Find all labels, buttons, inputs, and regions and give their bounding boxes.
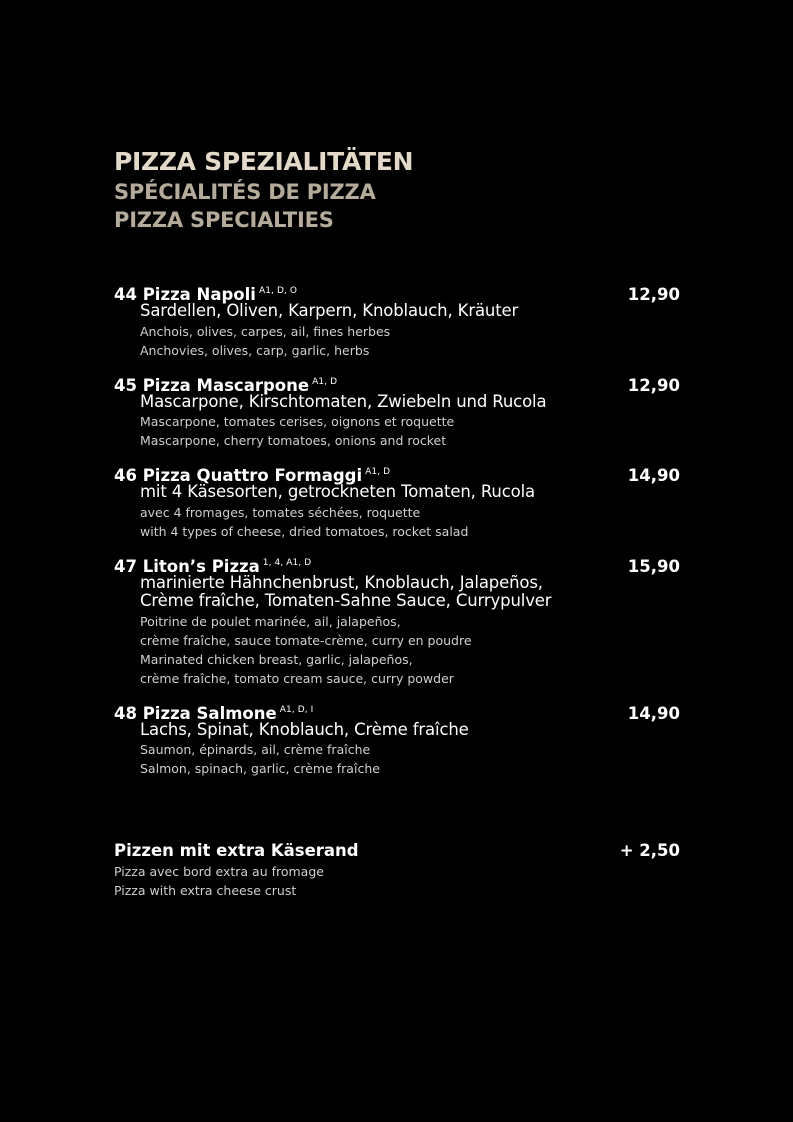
description-english-line-2: crème fraîche, tomato cream sauce, curry powder xyxy=(140,670,454,686)
description-german-line-1: marinierte Hähnchenbrust, Knoblauch, Jalapeños, xyxy=(140,572,543,592)
allergen-codes: A1, D xyxy=(312,376,338,387)
description-german: Mascarpone, Kirschtomaten, Zwiebeln und Rucola xyxy=(140,391,547,411)
extra-title: Pizzen mit extra Käserand xyxy=(114,841,359,860)
extra-description-french: Pizza avec bord extra au fromage xyxy=(114,864,324,879)
menu-item xyxy=(114,280,680,360)
description-french-line-2: crème fraîche, sauce tomate-crème, curry en poudre xyxy=(140,632,472,648)
description-english: Salmon, spinach, garlic, crème fraîche xyxy=(140,761,380,776)
menu-item xyxy=(114,371,680,451)
menu-item-number: 47 xyxy=(114,556,137,576)
menu-item xyxy=(114,699,680,779)
heading-english: PIZZA SPECIALTIES xyxy=(114,208,334,232)
description-french: Mascarpone, tomates cerises, oignons et roquette xyxy=(140,414,455,429)
heading-french: SPÉCIALITÉS DE PIZZA xyxy=(114,180,376,204)
menu-item-header xyxy=(114,280,680,302)
extra-header xyxy=(114,840,680,862)
menu-item-number: 45 xyxy=(114,375,137,395)
allergen-codes: 1, 4, A1, D xyxy=(262,557,312,568)
menu-item-name: Liton’s Pizza xyxy=(142,556,260,576)
description-french: avec 4 fromages, tomates séchées, roquette xyxy=(140,504,421,520)
extra-cheese-crust-section xyxy=(114,840,680,900)
menu-item-header xyxy=(114,461,680,483)
menu-item-number: 44 xyxy=(114,285,137,304)
menu-items-list xyxy=(114,280,680,778)
description-german-line-2: Crème fraîche, Tomaten-Sahne Sauce, Currypulver xyxy=(140,591,552,610)
description-german: Lachs, Spinat, Knoblauch, Crème fraîche xyxy=(140,719,469,739)
menu-item-price: 14,90 xyxy=(627,466,680,485)
menu-item-name: Pizza Salmone xyxy=(142,703,277,723)
description-english: with 4 types of cheese, dried tomatoes, rocket salad xyxy=(140,523,469,539)
menu-item-price: 14,90 xyxy=(627,703,680,723)
heading-german: PIZZA SPEZIALITÄTEN xyxy=(114,147,414,176)
menu-item-name: Pizza Napoli xyxy=(142,285,256,304)
menu-item xyxy=(114,461,680,541)
description-english-line-1: Marinated chicken breast, garlic, jalapeños, xyxy=(140,651,413,667)
menu-item-name: Pizza Mascarpone xyxy=(142,375,310,395)
description-german: mit 4 Käsesorten, getrockneten Tomaten, Rucola xyxy=(140,482,535,501)
menu-item-number: 46 xyxy=(114,466,137,485)
menu-item-price: 15,90 xyxy=(627,556,680,576)
description-french: Saumon, épinards, ail, crème fraîche xyxy=(140,742,371,757)
menu-item-name: Pizza Quattro Formaggi xyxy=(142,466,363,485)
description-french: Anchois, olives, carpes, ail, fines herbes xyxy=(140,323,391,339)
menu-item xyxy=(114,552,680,688)
description-german: Sardellen, Oliven, Karpern, Knoblauch, Kräuter xyxy=(140,301,519,320)
allergen-codes: A1, D, O xyxy=(258,286,298,296)
menu-item-number: 48 xyxy=(114,703,137,723)
extra-price: + 2,50 xyxy=(619,841,680,860)
allergen-codes: A1, D, I xyxy=(279,704,314,715)
menu-item-header xyxy=(114,371,680,393)
description-english: Anchovies, olives, carp, garlic, herbs xyxy=(140,342,370,358)
extra-description-english: Pizza with extra cheese crust xyxy=(114,883,297,898)
allergen-codes: A1, D xyxy=(365,467,391,477)
description-french-line-1: Poitrine de poulet marinée, ail, jalapeños, xyxy=(140,613,401,629)
menu-item-header xyxy=(114,699,680,721)
description-english: Mascarpone, cherry tomatoes, onions and rocket xyxy=(140,433,447,448)
menu-heading xyxy=(114,146,413,234)
menu-item-price: 12,90 xyxy=(627,285,680,304)
menu-item-header xyxy=(114,552,680,574)
menu-item-price: 12,90 xyxy=(627,375,680,395)
